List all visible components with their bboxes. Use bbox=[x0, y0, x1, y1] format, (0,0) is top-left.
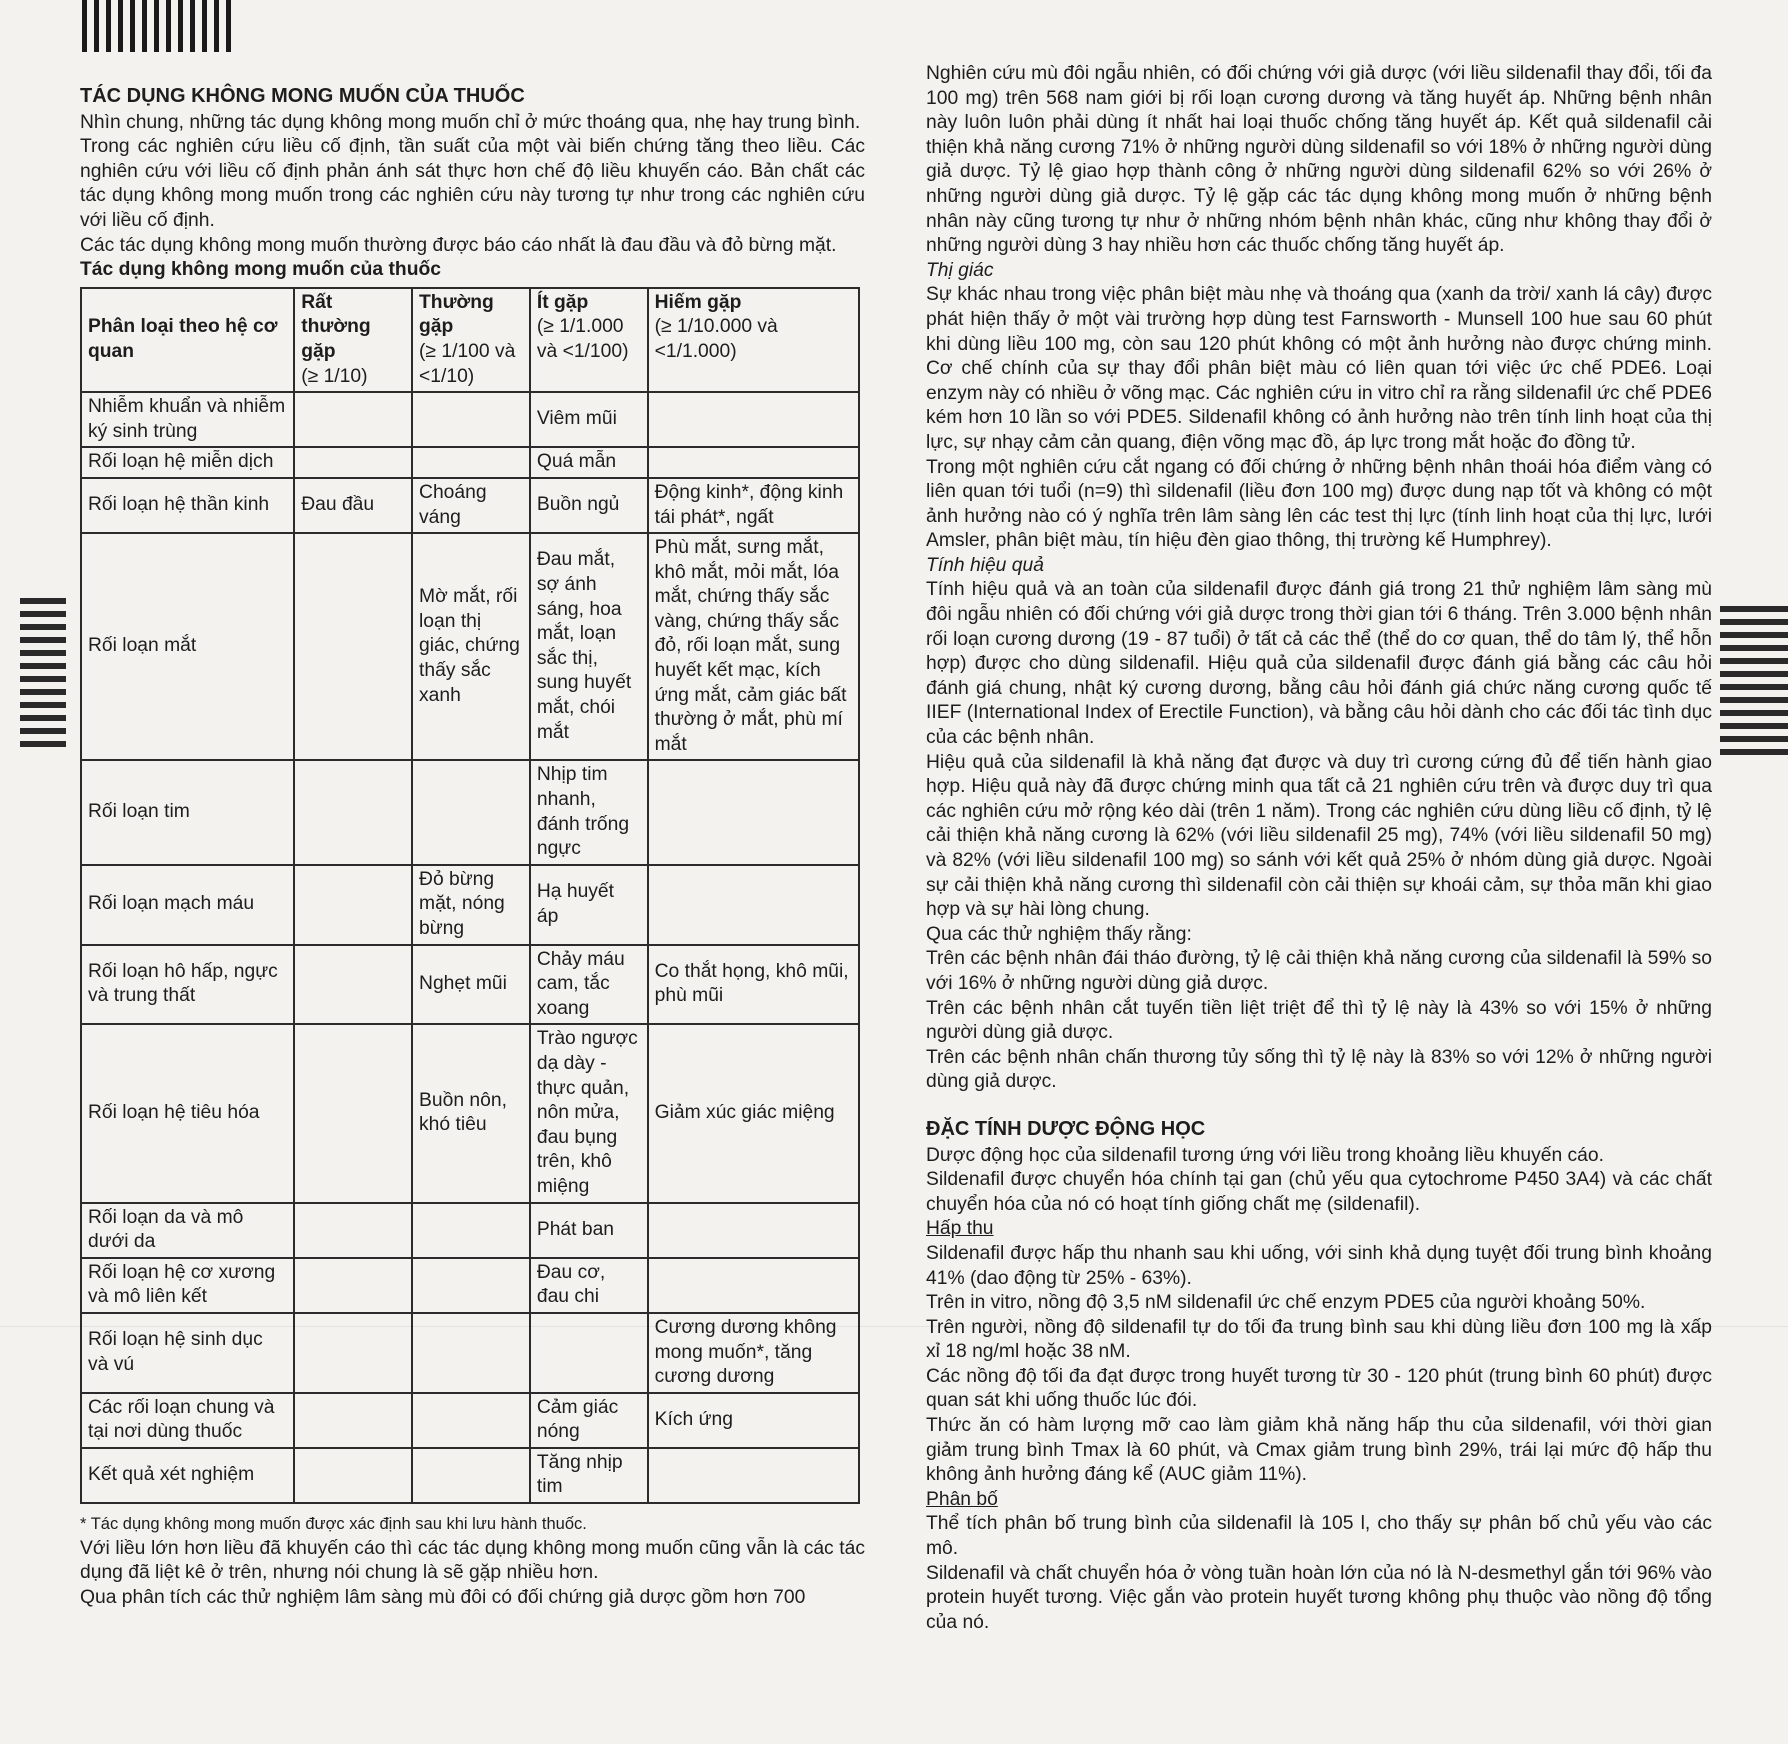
paragraph: Nhìn chung, những tác dụng không mong muốn chỉ ở mức thoáng qua, nhẹ hay trung bình. bbox=[80, 111, 861, 133]
table-caption: Tác dụng không mong muốn của thuốc bbox=[80, 259, 441, 281]
header-rare: Hiếm gặp (≥ 1/10.000 và <1/1.000) bbox=[648, 288, 859, 392]
section-title-adverse-effects: TÁC DỤNG KHÔNG MONG MUỐN CỦA THUỐC bbox=[80, 85, 525, 107]
very-common-cell bbox=[294, 945, 412, 1025]
common-cell bbox=[412, 447, 530, 478]
uncommon-cell: Cảm giác nóng bbox=[530, 1393, 648, 1448]
paragraph: Qua phân tích các thử nghiệm lâm sàng mù đôi có đối chứng giả dược gồm hơn 700 bbox=[80, 1586, 806, 1608]
paragraph: Sildenafil được hấp thu nhanh sau khi uống, với sinh khả dụng tuyệt đối trung bình khoảng 41% (dao động từ 25% - 63%). bbox=[926, 1242, 1712, 1289]
table-row bbox=[81, 478, 859, 533]
paragraph: Các nồng độ tối đa đạt được trong huyết tương từ 30 - 120 phút (trung bình 60 phút) được quan sát khi uống thuốc lúc đói. bbox=[926, 1365, 1712, 1412]
very-common-cell bbox=[294, 865, 412, 945]
uncommon-cell: Hạ huyết áp bbox=[530, 865, 648, 945]
organ-class-cell: Rối loạn mạch máu bbox=[81, 865, 294, 945]
table-row bbox=[81, 865, 859, 945]
organ-class-cell: Rối loạn hệ cơ xương và mô liên kết bbox=[81, 1258, 294, 1313]
subheading-absorption: Hấp thu bbox=[926, 1218, 994, 1240]
paragraph: Thể tích phân bố trung bình của sildenafil là 105 l, cho thấy sự phân bố chủ yếu vào các mô. bbox=[926, 1513, 1712, 1560]
uncommon-cell: Đau cơ, đau chi bbox=[530, 1258, 648, 1313]
uncommon-cell: Chảy máu cam, tắc xoang bbox=[530, 945, 648, 1025]
organ-class-cell: Rối loạn mắt bbox=[81, 533, 294, 760]
paragraph: Nghiên cứu mù đôi ngẫu nhiên, có đối chứng với giả dược (với liều sildenafil thay đổi, tối đa 100 mg) trên 568 nam giới bị rối loạn cương dương và tăng huyết áp. Những bệnh nhân này luôn luôn phải dùng ít nhất hai loại thuốc chống tăng huyết áp. Kết quả sildenafil cải thiện khả năng cương 71% ở những người dùng sildenafil so với 18% ở những người dùng giả dược. Tỷ lệ giao hợp thành công ở những người dùng sildenafil 62% so với 26% ở những người dùng giả dược. Tỷ lệ gặp các tác dụng không mong muốn ở những bệnh nhân này cũng tương tự như ở những nhóm bệnh nhân khác, cũng như không thay đổi ở những người dùng 3 hay nhiều hơn các thuốc chống tăng huyết áp. bbox=[926, 63, 1712, 257]
common-cell bbox=[412, 1258, 530, 1313]
paragraph: Trên người, nồng độ sildenafil tự do tối đa trung bình sau khi dùng liều đơn 100 mg là xấp xỉ 18 ng/ml hoặc 38 nM. bbox=[926, 1316, 1712, 1363]
organ-class-cell: Rối loạn hệ thần kinh bbox=[81, 478, 294, 533]
paragraph: Trên in vitro, nồng độ 3,5 nM sildenafil ức chế enzym PDE5 của người khoảng 50%. bbox=[926, 1292, 1646, 1314]
uncommon-cell: Nhịp tim nhanh, đánh trống ngực bbox=[530, 760, 648, 864]
common-cell: Nghẹt mũi bbox=[412, 945, 530, 1025]
paragraph: Trong các nghiên cứu liều cố định, tần suất của một vài biến chứng tăng theo liều. Các nghiên cứu với liều cố định phản ánh sát thực hơn chế độ liều khuyến cáo. Bản chất các tác dụng không mong muốn trong các nghiên cứu này tương tự như trong các nghiên cứu với liều cố định. bbox=[80, 136, 865, 231]
paragraph: Sildenafil được chuyển hóa chính tại gan (chủ yếu qua cytochrome P450 3A4) và các chất chuyển hóa của nó có hoạt tính giống chất mẹ (sildenafil). bbox=[926, 1169, 1712, 1215]
uncommon-cell bbox=[530, 1313, 648, 1393]
table-header-row bbox=[81, 288, 859, 392]
organ-class-cell: Rối loạn hệ sinh dục và vú bbox=[81, 1313, 294, 1393]
paragraph: Hiệu quả của sildenafil là khả năng đạt được và duy trì cương cứng đủ để tiến hành giao hợp. Hiệu quả này đã được chứng minh qua tất cả 21 nghiên cứu trên và được duy trì qua các nghiên cứu mở rộng kéo dài (trên 1 năm). Trong các nghiên cứu dùng liều cố định, tỷ lệ cải thiện khả năng cương là 62% (với liều sildenafil 25 mg), 74% (với liều sildenafil 50 mg) và 82% (với liều sildenafil 100 mg) so sánh với kết quả 25% ở nhóm dùng giả dược. Ngoài sự cải thiện khả năng cương thì sildenafil còn cải thiện sự khoái cảm, sự thỏa mãn khi giao hợp và sự hài lòng chung. bbox=[926, 751, 1712, 921]
common-cell bbox=[412, 760, 530, 864]
common-cell bbox=[412, 392, 530, 447]
header-very-common: Rất thường gặp (≥ 1/10) bbox=[294, 288, 412, 392]
common-cell: Mờ mắt, rối loạn thị giác, chứng thấy sắc xanh bbox=[412, 533, 530, 760]
uncommon-cell: Phát ban bbox=[530, 1203, 648, 1258]
common-cell bbox=[412, 1393, 530, 1448]
header-common: Thường gặp (≥ 1/100 và <1/10) bbox=[412, 288, 530, 392]
organ-class-cell: Rối loạn hệ miễn dịch bbox=[81, 447, 294, 478]
section-title-pharmacokinetics: ĐẶC TÍNH DƯỢC ĐỘNG HỌC bbox=[926, 1117, 1206, 1140]
left-edge-marks bbox=[20, 598, 66, 747]
table-row bbox=[81, 760, 859, 864]
very-common-cell bbox=[294, 1258, 412, 1313]
paragraph: Thức ăn có hàm lượng mỡ cao làm giảm khả năng hấp thu của sildenafil, với thời gian giảm trung bình Tmax là 60 phút, và Cmax giảm trung bình 29%, trái lại mức độ hấp thu không ảnh hưởng đáng kể (AUC giảm 11%). bbox=[926, 1415, 1712, 1486]
very-common-cell bbox=[294, 1448, 412, 1503]
paragraph: Qua các thử nghiệm thấy rằng: bbox=[926, 923, 1192, 945]
rare-cell bbox=[648, 447, 859, 478]
very-common-cell bbox=[294, 760, 412, 864]
uncommon-cell: Tăng nhịp tim bbox=[530, 1448, 648, 1503]
table-row bbox=[81, 533, 859, 760]
paragraph: Sự khác nhau trong việc phân biệt màu nhẹ và thoáng qua (xanh da trời/ xanh lá cây) được phát hiện thấy ở một vài trường hợp dùng test Farnsworth - Munsell 100 hue sau 60 phút khi dùng liều 100 mg, còn sau 120 phút không có một ảnh hưởng nào được chứng minh. Cơ chế chính của sự thay đổi phân biệt màu có liên quan tới việc ức chế PDE6. Loại enzym này có nhiều ở võng mạc. Các nghiên cứu in vitro chỉ ra rằng sildenafil ức chế PDE6 kém hơn 10 lần so với PDE5. Sildenafil không có ảnh hưởng nào trên tính linh hoạt của thị lực, sự nhạy cảm cản quang, điện võng mạc đồ, áp lực trong mắt hoặc đo đồng tử. bbox=[926, 284, 1712, 453]
rare-cell bbox=[648, 760, 859, 864]
very-common-cell bbox=[294, 1203, 412, 1258]
very-common-cell bbox=[294, 392, 412, 447]
rare-cell: Giảm xúc giác miệng bbox=[648, 1024, 859, 1202]
print-registration-bars bbox=[82, 0, 231, 52]
very-common-cell: Đau đầu bbox=[294, 478, 412, 533]
organ-class-cell: Các rối loạn chung và tại nơi dùng thuốc bbox=[81, 1393, 294, 1448]
common-cell: Choáng váng bbox=[412, 478, 530, 533]
paragraph: Sildenafil và chất chuyển hóa ở vòng tuần hoàn lớn của nó là N-desmethyl gắn tới 96% vào protein huyết tương. Việc gắn vào protein huyết tương không phụ thuộc vào nồng độ tổng của nó. bbox=[926, 1562, 1712, 1633]
common-cell: Buồn nôn, khó tiêu bbox=[412, 1024, 530, 1202]
very-common-cell bbox=[294, 1313, 412, 1393]
table-row bbox=[81, 945, 859, 1025]
paragraph: Với liều lớn hơn liều đã khuyến cáo thì các tác dụng không mong muốn cũng vẫn là các tác dụng đã liệt kê ở trên, nhưng nói chung là sẽ gặp nhiều hơn. bbox=[80, 1537, 865, 1584]
right-column bbox=[926, 62, 1712, 1635]
left-column bbox=[80, 62, 865, 1610]
paragraph: Trên các bệnh nhân chấn thương tủy sống thì tỷ lệ này là 83% so với 12% ở những người dùng giả dược. bbox=[926, 1046, 1712, 1093]
very-common-cell bbox=[294, 447, 412, 478]
uncommon-cell: Viêm mũi bbox=[530, 392, 648, 447]
table-body bbox=[81, 392, 859, 1503]
common-cell bbox=[412, 1448, 530, 1503]
paragraph: Trong một nghiên cứu cắt ngang có đối chứng ở những bệnh nhân thoái hóa điểm vàng có liên quan tới tuổi (n=9) thì sildenafil (liều đơn 100 mg) được dung nạp tốt và không có một ảnh hưởng nào có ý nghĩa trên lâm sàng lên các test thị lực (tính linh hoạt của thị lực, lưới Amsler, phân biệt màu, tín hiệu đèn giao thông, thị trường kế Humphrey). bbox=[926, 456, 1712, 552]
table-row bbox=[81, 1024, 859, 1202]
paragraph: Trên các bệnh nhân đái tháo đường, tỷ lệ cải thiện khả năng cương của sildenafil là 59% so với 16% ở những người dùng giả dược. bbox=[926, 948, 1712, 994]
organ-class-cell: Rối loạn hệ tiêu hóa bbox=[81, 1024, 294, 1202]
rare-cell: Kích ứng bbox=[648, 1393, 859, 1448]
common-cell: Đỏ bừng mặt, nóng bừng bbox=[412, 865, 530, 945]
organ-class-cell: Nhiễm khuẩn và nhiễm ký sinh trùng bbox=[81, 392, 294, 447]
common-cell bbox=[412, 1313, 530, 1393]
table-row bbox=[81, 1258, 859, 1313]
table-row bbox=[81, 1203, 859, 1258]
rare-cell: Cương dương không mong muốn*, tăng cương dương bbox=[648, 1313, 859, 1393]
uncommon-cell: Trào ngược dạ dày - thực quản, nôn mửa, đau bụng trên, khô miệng bbox=[530, 1024, 648, 1202]
paragraph: Tính hiệu quả và an toàn của sildenafil được đánh giá trong 21 thử nghiệm lâm sàng mù đôi ngẫu nhiên có đối chứng với giả dược trong thời gian tới 6 tháng. Trên 3.000 bệnh nhân rối loạn cương dương (19 - 87 tuổi) ở tất cả các thể (thể do cơ quan, thể do tâm lý, thể hỗn hợp) được cho dùng sildenafil. Hiệu quả của sildenafil được đánh giá bằng các câu hỏi đánh giá chung, nhật ký cương dương, bằng câu hỏi đánh giá chức năng cương quốc tế IIEF (International Index of Erectile Function), và bằng câu hỏi dành cho các đối tác tình dục của các bệnh nhân. bbox=[926, 579, 1712, 749]
subheading-efficacy: Tính hiệu quả bbox=[926, 554, 1044, 576]
table-row bbox=[81, 1448, 859, 1503]
rare-cell bbox=[648, 392, 859, 447]
uncommon-cell: Quá mẫn bbox=[530, 447, 648, 478]
right-edge-marks bbox=[1720, 606, 1788, 755]
rare-cell: Động kinh*, động kinh tái phát*, ngất bbox=[648, 478, 859, 533]
very-common-cell bbox=[294, 1024, 412, 1202]
table-row bbox=[81, 1393, 859, 1448]
header-uncommon: Ít gặp (≥ 1/1.000 và <1/100) bbox=[530, 288, 648, 392]
adverse-effects-table bbox=[80, 287, 860, 1504]
rare-cell bbox=[648, 865, 859, 945]
header-organ-class: Phân loại theo hệ cơ quan bbox=[81, 288, 294, 392]
very-common-cell bbox=[294, 1393, 412, 1448]
paragraph: Trên các bệnh nhân cắt tuyến tiền liệt triệt để thì tỷ lệ này là 43% so với 15% ở những người dùng giả dược. bbox=[926, 997, 1712, 1044]
paragraph: Các tác dụng không mong muốn thường được báo cáo nhất là đau đầu và đỏ bừng mặt. bbox=[80, 234, 837, 256]
subheading-distribution: Phân bố bbox=[926, 1488, 998, 1510]
uncommon-cell: Đau mắt, sợ ánh sáng, hoa mắt, loạn sắc thị, sung huyết mắt, chói mắt bbox=[530, 533, 648, 760]
paragraph: Dược động học của sildenafil tương ứng với liều trong khoảng liều khuyến cáo. bbox=[926, 1144, 1604, 1166]
organ-class-cell: Rối loạn hô hấp, ngực và trung thất bbox=[81, 945, 294, 1025]
table-footnote: * Tác dụng không mong muốn được xác định sau khi lưu hành thuốc. bbox=[80, 1515, 587, 1534]
rare-cell bbox=[648, 1448, 859, 1503]
rare-cell bbox=[648, 1258, 859, 1313]
very-common-cell bbox=[294, 533, 412, 760]
table-row bbox=[81, 1313, 859, 1393]
uncommon-cell: Buồn ngủ bbox=[530, 478, 648, 533]
organ-class-cell: Rối loạn tim bbox=[81, 760, 294, 864]
table-row bbox=[81, 447, 859, 478]
rare-cell: Phù mắt, sưng mắt, khô mắt, mỏi mắt, lóa mắt, chứng thấy sắc vàng, chứng thấy sắc đỏ, rối loạn mắt, sung huyết kết mạc, kích ứng mắt, cảm giác bất thường ở mắt, phù mí mắt bbox=[648, 533, 859, 760]
organ-class-cell: Kết quả xét nghiệm bbox=[81, 1448, 294, 1503]
organ-class-cell: Rối loạn da và mô dưới da bbox=[81, 1203, 294, 1258]
rare-cell: Co thắt họng, khô mũi, phù mũi bbox=[648, 945, 859, 1025]
subheading-vision: Thị giác bbox=[926, 259, 994, 281]
common-cell bbox=[412, 1203, 530, 1258]
table-row bbox=[81, 392, 859, 447]
rare-cell bbox=[648, 1203, 859, 1258]
